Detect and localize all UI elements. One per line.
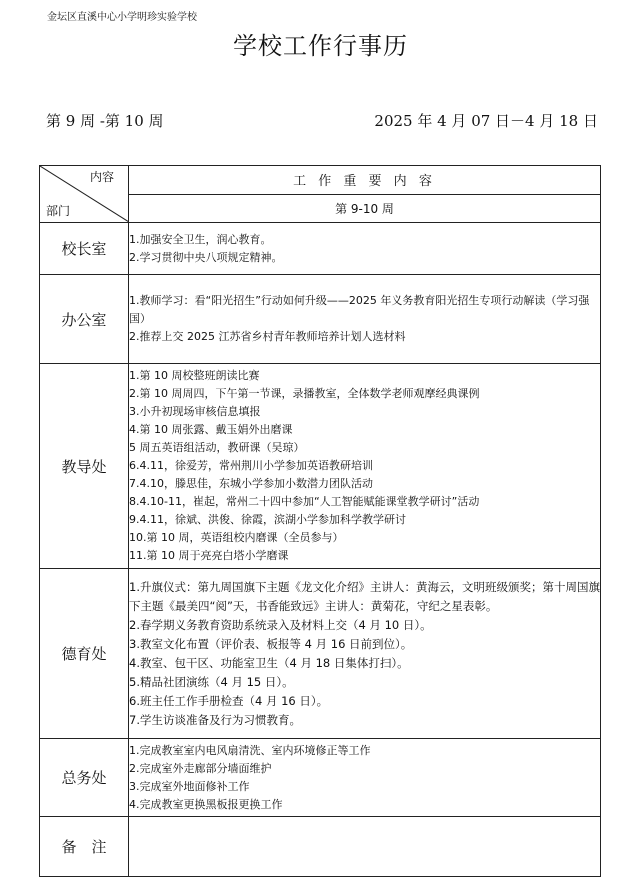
list-item: 2.推荐上交 2025 江苏省乡村青年教师培养计划人选材料	[129, 330, 406, 343]
list-item: 1.完成教室室内电风扇清洗、室内环境修正等工作	[129, 743, 371, 757]
date-range: 2025 年 4 月 07 日－4 月 18 日	[374, 112, 598, 130]
dept-office: 办公室	[40, 275, 129, 364]
list-item: 4.第 10 周张露、戴玉娟外出磨课	[129, 423, 293, 436]
header-main: 工 作 重 要 内 容	[129, 166, 601, 195]
list-item: 4.教室、包干区、功能室卫生（4 月 18 日集体打扫）。	[129, 655, 409, 670]
list-item: 7.4.10，滕思佳，东城小学参加小数潜力团队活动	[129, 477, 373, 490]
corner-cell	[40, 166, 129, 223]
table-row	[40, 569, 601, 739]
row-content	[129, 739, 601, 817]
list-item: 1.加强安全卫生，润心教育。	[129, 232, 272, 246]
schedule-table	[39, 165, 601, 877]
list-item: 3.完成室外地面修补工作	[129, 779, 250, 793]
list-item: 2.第 10 周周四，下午第一节课，录播教室，全体数学老师观摩经典课例	[129, 387, 480, 400]
list-item: 2.完成室外走廊部分墙面维护	[129, 761, 272, 775]
list-item: 4.完成教室更换黑板报更换工作	[129, 797, 283, 811]
list-item: 8.4.10-11，崔起，常州二十四中参加“人工智能赋能课堂教学研讨”活动	[129, 495, 480, 508]
list-item: 2.春学期义务教育资助系统录入及材料上交（4 月 10 日）。	[129, 617, 432, 632]
dept-principal: 校长室	[40, 223, 129, 275]
list-item: 7.学生访谈准备及行为习惯教育。	[129, 712, 301, 727]
header-week: 第 9-10 周	[129, 194, 601, 223]
list-item: 6.班主任工作手册检查（4 月 16 日）。	[129, 693, 329, 708]
list-item: 1.第 10 周校整班朗读比赛	[129, 369, 260, 382]
row-content	[129, 223, 601, 275]
dept-remarks: 备 注	[40, 817, 129, 877]
table-row	[40, 275, 601, 364]
dept-general-affairs: 总务处	[40, 739, 129, 817]
row-content	[129, 364, 601, 569]
corner-content-label: 内容	[89, 170, 114, 184]
list-item: 5.精品社团演练（4 月 15 日）。	[129, 674, 294, 689]
table-row	[40, 223, 601, 275]
table-row	[40, 817, 601, 877]
page-title: 学校工作行事历	[233, 32, 408, 60]
list-item: 9.4.11，徐斌、洪俊、徐霞，滨湖小学参加科学教学研讨	[129, 513, 406, 526]
list-item: 1.教师学习：看“阳光招生”行动如何升级——2025 年义务教育阳光招生专项行动解读（学习强国）	[129, 294, 590, 325]
list-item: 3.小升初现场审核信息填报	[129, 405, 261, 418]
list-item: 2.学习贯彻中央八项规定精神。	[129, 250, 283, 264]
list-item: 1.升旗仪式：第九周国旗下主题《龙文化介绍》主讲人：黄海云，文明班级颁奖；第十周国旗下主题《最美四“阅”天，书香能致远》主讲人：黄菊花，守纪之星表彰。	[129, 579, 600, 613]
list-item: 11.第 10 周于亮亮白塔小学磨课	[129, 549, 289, 562]
corner-dept-label: 部门	[46, 204, 71, 218]
row-content	[129, 275, 601, 364]
table-row	[40, 739, 601, 817]
list-item: 5 周五英语组活动，教研课（吴琼）	[129, 441, 305, 454]
remarks-content	[129, 817, 601, 877]
list-item: 6.4.11，徐爱芳，常州荆川小学参加英语教研培训	[129, 459, 373, 472]
dept-teaching: 教导处	[40, 364, 129, 569]
list-item: 3.教室文化布置（评价表、板报等 4 月 16 日前到位）。	[129, 636, 413, 651]
week-range: 第 9 周 -第 10 周	[46, 112, 164, 130]
list-item: 10.第 10 周，英语组校内磨课（全员参与）	[129, 531, 344, 544]
row-content	[129, 569, 601, 739]
dept-moral: 德育处	[40, 569, 129, 739]
school-name: 金坛区直溪中心小学明珍实验学校	[47, 12, 197, 23]
table-row	[40, 364, 601, 569]
